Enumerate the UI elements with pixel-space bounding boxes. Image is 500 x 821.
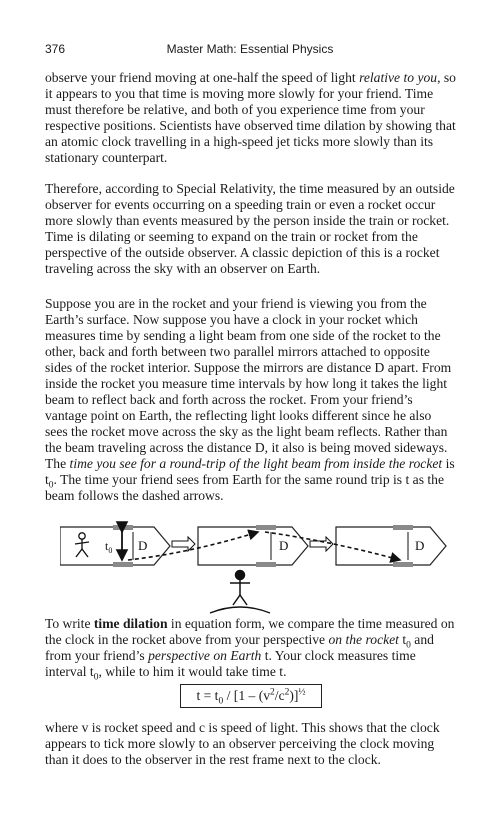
mirror-top [393, 525, 413, 530]
paragraph-4-italic-1: on the rocket [328, 632, 399, 647]
paragraph-4-text-i: , while to him it would take time t. [98, 664, 287, 679]
paragraph-4-sub-1: 0 [406, 640, 411, 651]
paragraph-2 [45, 181, 457, 277]
rocket-2 [198, 525, 308, 567]
paragraph-4-sub-2: 0 [93, 672, 99, 683]
paragraph-3-text-d: . The time your friend sees from Earth for the same round trip is t as the beam follows the dashed arrows. [45, 472, 444, 503]
paragraph-4-italic-2: perspective on Earth [148, 648, 262, 663]
paragraph-4-text-e: t [398, 632, 407, 647]
paragraph-3-text-a: Suppose you are in the rocket and your friend is viewing you from the Earth’s surface. Now suppose you have a clock in your rocket which measures time by sending a light beam from one side of the rocket to the other, back and forth between two parallel mirrors attached to opposite sides of the rocket interior. Suppose the mirrors are distance D apart. From inside the rocket you measure time intervals by how long it takes the light beam to reflect back and forth across the rocket. From your friend’s vantage point on Earth, the reflecting light looks different since he also sees the rocket move across the sky as the light beam reflects. Rather than the beam traveling across the distance D, it also is being moved sideways. The [45, 296, 452, 471]
paragraph-4 [45, 616, 457, 683]
paragraph-3-text-c: is t [45, 456, 455, 487]
mirror-top [256, 525, 276, 530]
paragraph-4-text-h: t. Your clock measures time interval t [45, 648, 416, 679]
observer-person-icon [230, 571, 250, 606]
earth-observer [210, 571, 270, 614]
light-clock-rocket-diagram [60, 515, 460, 625]
t0-label: $t_0$ [105, 539, 113, 555]
time-dilation-formula: $t = t_0 / [1 - (v^2/c^2)]^{\frac{1}{2}}$ [180, 684, 322, 708]
running-title: Master Math: Essential Physics [166, 42, 334, 56]
paragraph-1-text-c: , so it appears to you that time is moving more slowly for your friend. Time must therefore be relative, and both of you experience time from your respective positions. Scientists have observed time dilation by showing that an atomic clock travelling in a high-speed jet ticks more slowly than its stationary counterpart. [45, 70, 456, 165]
paragraph-3-sub: 0 [48, 480, 54, 491]
paragraph-3-italic: time you see for a round-trip of the light beam from inside the rocket [69, 456, 443, 471]
rocket-3 [336, 525, 446, 567]
paragraph-2-text: Therefore, according to Special Relativity, the time measured by an outside observer for events occurring on a speeding train or even a rocket occur more slowly than events measured by the person inside the train or rocket. Time is dilating or seeming to expand on the train or rocket from the perspective of the outside observer. A classic depiction of this is a rocket traveling across the sky with an observer on Earth. [45, 181, 455, 276]
d-label-3: D [415, 538, 425, 553]
paragraph-1-text-a: observe your friend moving at one-half the speed of light [45, 70, 360, 85]
page-header [45, 42, 455, 60]
rocket-1 [60, 525, 170, 567]
page-number: 376 [45, 42, 66, 56]
paragraph-1-italic: relative to you [359, 70, 438, 85]
paragraph-1 [45, 70, 457, 166]
mirror-bottom [113, 562, 133, 567]
paragraph-5 [45, 720, 457, 768]
paragraph-4-text-f: and from your friend’s [45, 632, 434, 663]
motion-arrow-2 [310, 537, 333, 551]
dashed-light-path [128, 532, 400, 560]
person-icon [75, 533, 89, 557]
d-label-2: D [279, 538, 289, 553]
paragraph-4-text-a: To write [45, 616, 94, 631]
mirror-top [113, 525, 133, 530]
earth-surface [210, 607, 270, 613]
paragraph-4-text-c: in equation form, we compare the time measured on the clock in the rocket above from your perspective [45, 616, 455, 647]
paragraph-5-text: where v is rocket speed and c is speed of light. This shows that the clock appears to tick more slowly to an observer perceiving the clock moving than it does to the observer in the rest frame next to the clock. [45, 720, 440, 767]
d-label-1: D [138, 538, 148, 553]
paragraph-4-bold: time dilation [93, 616, 168, 631]
mirror-bottom [393, 562, 413, 567]
paragraph-3 [45, 296, 457, 504]
mirror-bottom [256, 562, 276, 567]
